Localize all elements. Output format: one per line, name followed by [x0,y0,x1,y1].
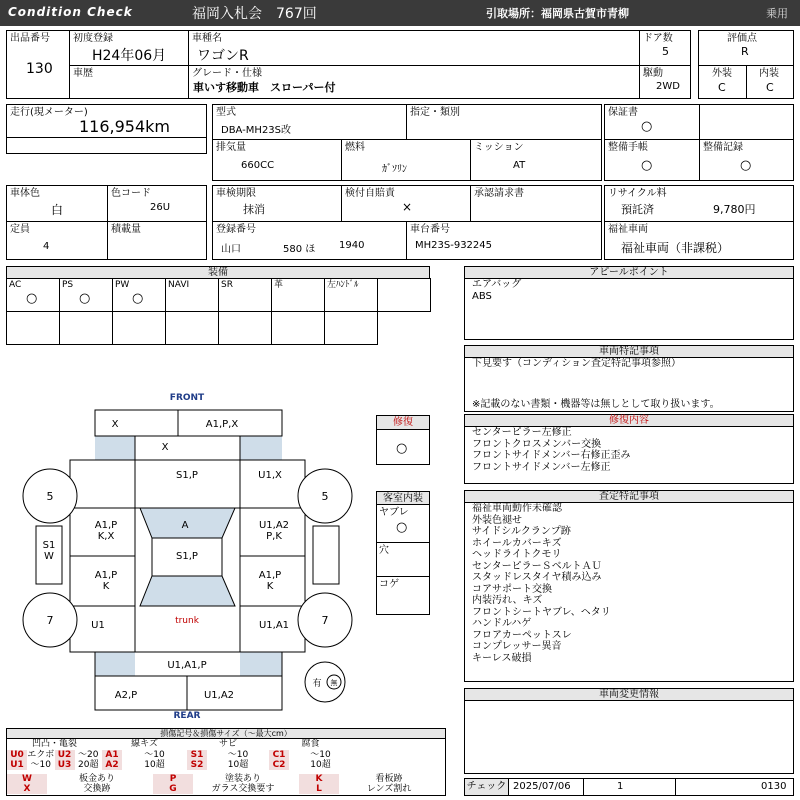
capacity-label: 定員 [10,224,30,235]
ext-label: 外装 [712,68,732,79]
legend-other-desc: 板金あり [78,774,115,784]
interior-item-hole-label: 穴 [379,545,389,556]
ext-value: C [718,81,726,94]
equipment-blank-cell [6,311,60,345]
interior-item-tear-label: ヤブレ [379,507,409,518]
chassis-box [406,221,602,260]
score-value: R [741,45,749,58]
mileage-label: 走行(現メーター) [10,107,88,118]
damage-mark-trunk-lid: U1,A1,P [167,660,207,671]
doors-box [639,30,691,66]
equipment-label: NAVI [168,280,190,290]
int-label: 内装 [759,68,779,79]
legend-group-name: サビ [218,739,237,749]
special-note: ※記載のない書類・機器等は無しとして取り扱います。 [472,399,720,410]
legend-desc: 〜10 [30,760,51,770]
legend-other-desc: ガラス交換要す [211,784,275,794]
damage-mark-windshield: A [181,520,189,531]
rear-glass [140,576,235,606]
inspection-label: 車検期限 [216,188,256,199]
damage-mark-rear-door-r: A1,P [258,570,282,581]
warranty-value: ○ [641,119,653,134]
drive-value: 2WD [656,81,680,92]
damage-mark-quarter-r: U1,A1 [258,620,290,631]
warranty-box [604,104,700,140]
tire-fr-value: 5 [321,490,329,503]
mission-box [470,139,602,181]
score-label: 評価点 [727,33,757,44]
plate-area: 山口 [221,244,241,255]
legend-code: S2 [187,760,207,770]
recycle-fee: 9,780円 [713,203,756,216]
repair-title: 修復 [377,416,429,430]
equipment-extra-cell [377,278,431,312]
chassis-label: 車台番号 [410,224,450,235]
chassis-value: MH23S-932245 [415,240,493,251]
damage-mark-front-bumper-l: X [111,419,119,430]
reg-date: H24年06月 [92,48,167,64]
mileage-value: 116,954km [79,117,171,136]
check-code: 0130 [761,781,787,792]
legend-desc: 20超 [78,760,99,770]
equipment-label: SR [221,280,233,290]
equipment-cell-3 [112,278,166,312]
disp-value: 660CC [241,160,275,171]
legend-other-code: W [7,774,47,784]
colorcode-box [107,185,207,222]
equipment-label: PW [115,280,130,290]
legend-other-code: G [153,784,193,794]
damage-mark-rear-door-l: A1,P [94,570,118,581]
capacity-box [6,221,108,260]
grade-value: 車いす移動車 スローパー付 [193,81,336,94]
interior-title: 客室内装 [377,492,429,505]
appeal-box [464,278,794,340]
legend-code: U2 [55,750,75,760]
equipment-cell-1 [6,278,60,312]
car-diagram [0,380,376,725]
grade-box [188,65,640,99]
mileage-box [6,104,207,154]
legend-desc: 〜20 [78,750,99,760]
repair-detail-text: センターピラー左修正 フロントクロスメンバー交換 フロントサイドメンバー右修正歪み フロントサイドメンバー左修正 [472,427,631,473]
approval-box [470,185,602,222]
record-value: ○ [740,158,752,173]
pickup-location: 引取場所：福岡県古賀市青柳 [486,7,629,20]
damage-mark-rear-door-r: K [266,581,274,592]
doors-label: ドア数 [643,33,673,44]
corner-fr [240,436,282,460]
equipment-blank-cell [271,311,325,345]
welfare-value: 福祉車両（非課税） [621,241,730,255]
damage-mark-roof: S1,P [176,551,198,562]
grade-label: グレード・仕様 [192,68,262,79]
damage-mark-front-panel: X [161,442,169,453]
legend-desc: 〜10 [144,750,165,760]
damage-mark-hood: S1,P [176,470,198,481]
inspection-box [212,185,342,222]
fuel-box [341,139,471,181]
legend-other-code: X [7,784,47,794]
damage-mark-rear-bumper-l: A2,P [114,690,138,701]
check-count: 1 [617,781,624,792]
interior-item-tear-value: ○ [396,520,408,535]
ext-box [698,65,747,99]
damage-mark-front-door-r: U1,A2 [258,520,290,531]
legend-code: U0 [7,750,27,760]
equipment-label: PS [62,280,74,290]
history-box [69,65,189,99]
spare-circle-label: 無 [330,679,338,687]
legend-other-desc: 看板跡 [375,774,403,784]
recycle-box [604,185,794,222]
damage-mark-front-bumper-r: A1,P,X [205,419,239,430]
interior-item-burn-label: コゲ [379,579,399,590]
repair-box [376,415,430,465]
legend-group-name: 凹凸・亀裂 [31,739,77,749]
record-box [699,139,794,181]
change-box [464,700,794,774]
name-box [188,30,640,66]
equipment-value: ○ [79,291,91,306]
legend-desc: エクボ [27,750,55,760]
welfare-label: 福祉車両 [608,224,648,235]
vehicle-type: 乗用 [766,7,788,20]
color-label: 車体色 [10,188,40,199]
legend-box [6,728,446,796]
header-bar [0,0,800,26]
legend-code: U3 [55,760,75,770]
legend-desc: 〜10 [227,750,249,760]
insurance-box [341,185,471,222]
equipment-blank-cell [324,311,378,345]
repair-detail-header: 修復内容 [464,414,794,427]
appeal-text: エアバッグ ABS [472,279,522,302]
lot-box [6,30,70,99]
recycle-label: リサイクル料 [608,188,667,199]
int-box [746,65,794,99]
colorcode-value: 26U [150,202,171,213]
assessment-box [464,502,794,682]
manual-label: 整備手帳 [608,142,648,153]
legend-code: C2 [269,760,289,770]
equipment-cell-5 [218,278,272,312]
appeal-header: アピールポイント [464,266,794,279]
color-box [6,185,108,222]
equipment-cell-2 [59,278,113,312]
legend-other-code: P [153,774,193,784]
legend-desc: 10超 [310,760,331,770]
change-header: 車両変更情報 [464,688,794,701]
damage-mark-side-l: S1 [42,540,56,551]
assessment-header: 査定特記事項 [464,490,794,503]
color-value: 白 [51,203,64,217]
damage-mark-rear-door-l: K [102,581,110,592]
corner-rr [240,652,282,676]
history-label: 車歴 [73,68,93,79]
fuel-label: 燃料 [345,142,365,153]
equipment-blank-cell [112,311,166,345]
equipment-blank-cell [165,311,219,345]
doors-value: 5 [662,45,669,58]
damage-mark-side-l: W [44,551,54,562]
equipment-label: 左ﾊﾝﾄﾞﾙ [327,280,359,290]
equipment-label: AC [9,280,22,290]
legend-group-name: 腐食 [301,739,320,749]
equipment-value: ○ [132,291,144,306]
disp-box [212,139,342,181]
check-label: チェック [465,779,509,795]
equipment-blank-cell [59,311,113,345]
model-value: DBA-MH23S改 [221,125,292,136]
car-name: ワゴンR [197,48,249,64]
plate-number: 1940 [339,240,365,251]
reg-box [69,30,189,66]
load-label: 積載量 [111,224,141,235]
recycle-status: 預託済 [621,203,654,216]
legend-title: 損傷記号＆損傷サイズ（〜最大cm） [7,729,445,739]
tire-rl-value: 7 [46,614,54,627]
mission-value: AT [513,160,526,171]
equipment-cell-6 [271,278,325,312]
damage-mark-quarter-l: U1 [91,620,105,631]
spare-label: 有 [312,679,322,689]
score-box [698,30,794,66]
colorcode-label: 色コード [111,188,151,199]
damage-mark-front-door-l: K,X [97,531,115,542]
disp-label: 排気量 [216,142,246,153]
legend-code: A2 [102,760,122,770]
legend-other-code: L [299,784,339,794]
legend-code: C1 [269,750,289,760]
designation-box [406,104,602,140]
equipment-blank-cell [218,311,272,345]
name-label: 車種名 [192,33,222,44]
damage-mark-front-door-l: A1,P [94,520,118,531]
inspection-value: 抹消 [243,203,265,216]
footer-box [464,778,794,796]
legend-code: A1 [102,750,122,760]
manual-box [604,139,700,181]
legend-other-code: K [299,774,339,784]
plate-box [212,221,407,260]
warranty-label: 保証書 [608,107,638,118]
equipment-cell-7 [324,278,378,312]
legend-other-desc: 塗装あり [224,774,261,784]
equipment-value: ○ [26,291,38,306]
front-label: FRONT [169,393,205,403]
tire-fl-value: 5 [46,490,54,503]
repair-detail-box [464,426,794,484]
model-label: 型式 [216,107,236,118]
front-bumper [95,410,282,436]
fuel-value: ｶﾞｿﾘﾝ [382,164,407,175]
record-label: 整備記録 [703,142,743,153]
warranty-empty-box [699,104,794,140]
plate-label: 登録番号 [216,224,256,235]
special-text: 下見要す（コンディション査定特記事項参照） [472,358,681,369]
tire-rr-value: 7 [321,614,329,627]
drive-label: 駆動 [643,68,663,79]
special-box [464,357,794,412]
legend-code: S1 [187,750,207,760]
legend-other-desc: 交換跡 [83,784,111,794]
equipment-label: 革 [274,280,284,290]
load-box [107,221,207,260]
check-date: 2025/07/06 [513,781,571,792]
legend-group-name: 線キズ [131,739,158,749]
corner-fl [95,436,135,460]
front-panel [135,436,240,460]
equipment-header: 装備 [6,266,430,279]
trunk-label: trunk [175,616,199,626]
mission-label: ミッション [474,142,524,153]
lot-number: 130 [26,61,53,77]
damage-mark-rear-bumper-r: U1,A2 [203,690,235,701]
legend-desc: 〜10 [310,750,331,760]
model-box [212,104,407,140]
repair-value: ○ [396,441,408,456]
damage-mark-fender-r: U1,X [258,470,282,481]
legend-desc: 10超 [227,760,249,770]
manual-value: ○ [641,158,653,173]
int-value: C [766,81,774,94]
legend-desc: 10超 [144,760,165,770]
equipment-cell-4 [165,278,219,312]
reg-label: 初度登録 [73,33,113,44]
insurance-value: × [402,200,413,214]
side-mirror-right [313,526,339,584]
drive-box [639,65,691,99]
approval-label: 承認請求書 [474,188,524,199]
designation-label: 指定・類別 [410,107,460,118]
plate-class: 580 ほ [283,244,316,255]
interior-box [376,491,430,615]
lot-label: 出品番号 [10,33,50,44]
welfare-box [604,221,794,260]
hood [135,460,240,508]
auction-title: 福岡入札会 767回 [192,6,317,22]
legend-other-desc: レンズ割れ [366,784,412,794]
legend-code: U1 [7,760,27,770]
assessment-text: 福祉車両動作未確認 外装色褪せ サイドシルクランプ跡 ホイールカバーキズ ヘッドライトクモリ センターピラーＳベルトＡＵ スタッドレスタイヤ積み込み コアサポート交換 内装汚れ、キズ フロントシートヤブレ、ヘタリ ハンドルハゲ フロアカーペットスレ コンプレッサー異音 キーレス破損 [472,503,611,664]
rear-label: REAR [173,711,201,721]
capacity-value: 4 [43,241,50,252]
brand-title: Condition Check [8,5,133,19]
corner-rl [95,652,135,676]
insurance-label: 検付自賠責 [345,188,395,199]
damage-mark-front-door-r: P,K [266,531,282,542]
special-header: 車両特記事項 [464,345,794,358]
mileage-divider [7,137,206,138]
